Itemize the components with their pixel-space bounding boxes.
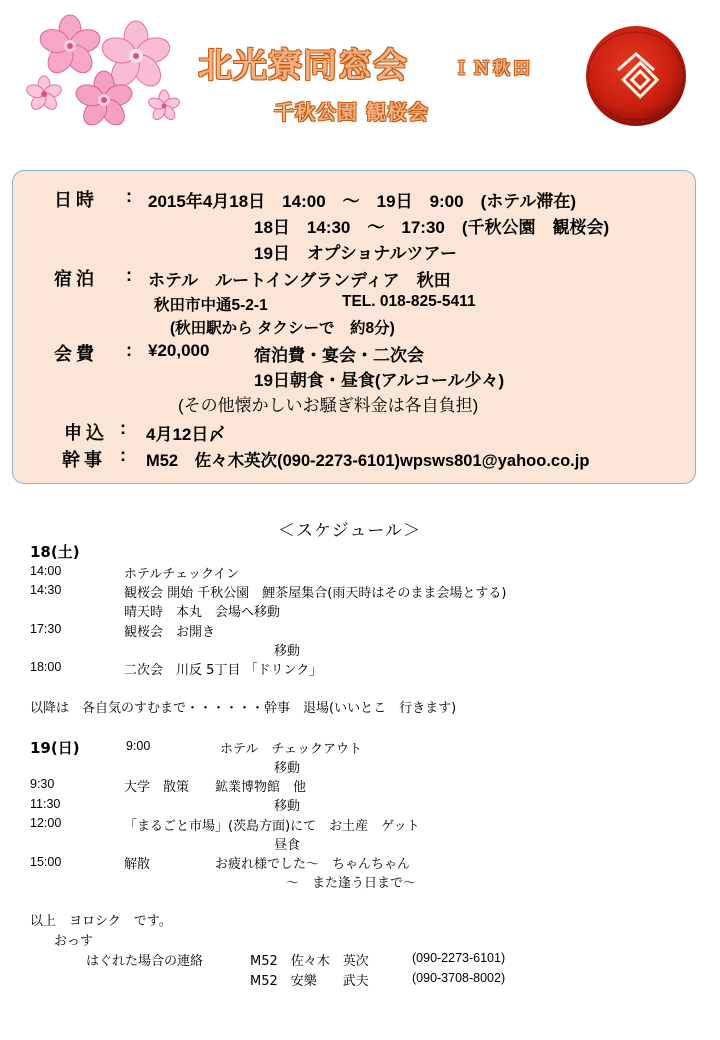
apply-label: 申込 <box>64 423 108 443</box>
event-time: 18:00 <box>30 660 62 674</box>
cherry-blossom-illustration <box>24 14 180 132</box>
day2-heading: 19(日) <box>30 739 80 757</box>
event-text: 昼食 <box>274 838 301 853</box>
event-text: 晴天時 本丸 会場へ移動 <box>124 605 281 620</box>
date-value-line2: 18日 14:30 ～ 17:30 (千秋公園 観桜会) <box>254 218 610 237</box>
organizer-contact: M52 佐々木英次(090-2273-6101)wpsws801@yahoo.co.jp <box>146 452 590 470</box>
closing-line: 以上 ヨロシク です。 <box>30 914 172 929</box>
contact-member: M52 安樂 武夫 <box>250 974 369 989</box>
stay-address: 秋田市中通5-2-1 <box>154 297 268 314</box>
school-emblem-icon <box>584 24 688 128</box>
schedule-title: ＜スケジュール＞ <box>278 521 421 541</box>
event-title: 北光寮同窓会 <box>198 46 408 86</box>
event-title-suffix: ＩＮ秋田 <box>453 59 533 79</box>
contact-phone: (090-2273-6101) <box>412 951 506 965</box>
event-text: ホテルチェックイン <box>124 567 240 582</box>
date-value-line1: 2015年4月18日 14:00 ～ 19日 9:00 (ホテル滞在) <box>148 192 577 211</box>
event-time: 9:00 <box>126 739 151 753</box>
fee-amount: ¥20,000 <box>148 341 210 360</box>
fee-note: (その他懐かしいお騒ぎ料金は各自負担) <box>178 396 479 415</box>
event-text: 解散 お疲れ様でした～ ちゃんちゃん <box>124 857 411 872</box>
contact-member: M52 佐々木 英次 <box>250 954 369 969</box>
apply-colon: : <box>120 418 126 438</box>
stay-access: (秋田駅から タクシーで 約8分) <box>170 320 395 337</box>
after-party-note: 以降は 各自気のすむまで・・・・・・幹事 退場(いいとこ 行きます) <box>30 701 457 716</box>
event-text: 大学 散策 鉱業博物館 他 <box>124 780 307 795</box>
fee-items-2: 19日朝食・昼食(アルコール少々) <box>254 371 505 390</box>
event-time: 17:30 <box>30 622 62 636</box>
date-value-line3: 19日 オプショナルツアー <box>254 244 458 263</box>
event-time: 15:00 <box>30 855 62 869</box>
event-text: 移動 <box>274 761 301 776</box>
event-text: ホテル チェックアウト <box>220 742 362 757</box>
stay-phone: TEL. 018-825-5411 <box>342 293 476 310</box>
event-text: 「まるごと市場」(茨島方面)にて お土産 ゲット <box>124 819 420 834</box>
event-text: 移動 <box>274 644 301 659</box>
event-time: 12:00 <box>30 816 62 830</box>
stay-colon: : <box>126 265 132 285</box>
event-text: ～ また逢う日まで～ <box>286 876 417 891</box>
stay-hotel: ホテル ルートイングランディア 秋田 <box>148 271 451 290</box>
apply-deadline: 4月12日〆 <box>146 425 226 444</box>
stay-label: 宿泊 <box>54 269 98 289</box>
fee-label: 会費 <box>54 344 98 364</box>
fee-colon: : <box>126 340 132 360</box>
event-time: 14:00 <box>30 564 62 578</box>
organizer-colon: : <box>120 445 126 465</box>
event-text: 二次会 川反 5丁目 「ドリンク」 <box>124 663 323 678</box>
event-text: 観桜会 お開き <box>124 625 216 640</box>
contact-phone: (090-3708-8002) <box>412 971 506 985</box>
event-time: 9:30 <box>30 777 55 791</box>
cherry-blossom-icon <box>25 15 180 129</box>
event-text: 観桜会 開始 千秋公園 鯉茶屋集合(雨天時はそのまま会場とする) <box>124 586 507 601</box>
date-label: 日時 <box>54 190 98 210</box>
day1-heading: 18(土) <box>30 543 80 561</box>
event-time: 11:30 <box>30 797 61 811</box>
closing-greeting: おっす <box>54 934 94 949</box>
event-text: 移動 <box>274 799 301 814</box>
contact-label: はぐれた場合の連絡 <box>86 954 204 969</box>
event-subtitle: 千秋公園 観桜会 <box>274 100 429 124</box>
date-colon: : <box>126 186 132 206</box>
organizer-label: 幹事 <box>62 450 106 470</box>
event-time: 14:30 <box>30 583 62 597</box>
fee-items: 宿泊費・宴会・二次会 <box>254 346 424 365</box>
